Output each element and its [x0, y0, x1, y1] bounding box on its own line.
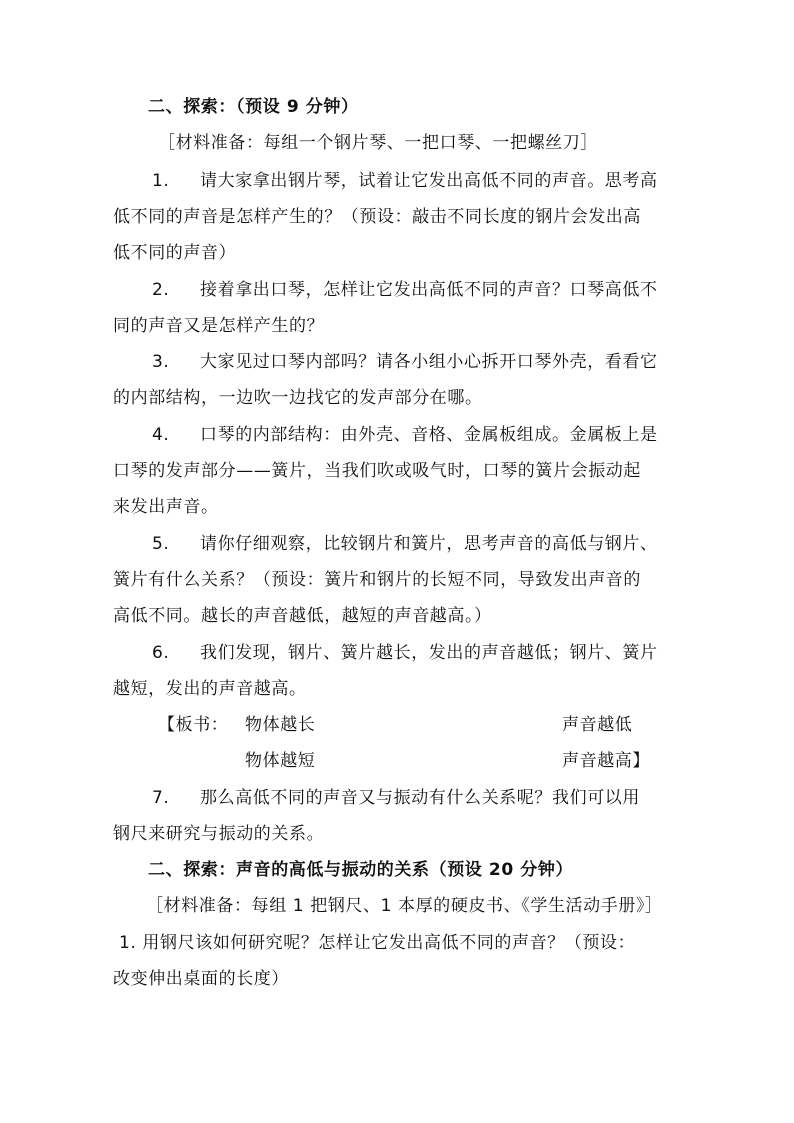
list-item-5-line: 高低不同。越长的声音越低，越短的声音越高。） — [113, 606, 492, 626]
materials-note: ［材料准备：每组一个钢片琴、一把口琴、一把螺丝刀］ — [158, 133, 598, 153]
item-text: 我们发现，钢片、簧片越长，发出的声音越低；钢片、簧片 — [200, 643, 658, 663]
section-heading: 二、探索：声音的高低与振动的关系（预设 20 分钟） — [148, 860, 574, 880]
list-item-1-line — [152, 169, 658, 193]
list-item-line: 改变伸出桌面的长度） — [113, 969, 289, 989]
list-item-line: 1. 用钢尺该如何研究呢？怎样让它发出高低不同的声音？（预设： — [119, 933, 636, 953]
list-item-2-line — [152, 278, 658, 302]
list-item-5-line: 簧片有什么关系？（预设：簧片和钢片的长短不同，导致发出声音的 — [113, 570, 641, 590]
item-number: 4. — [152, 425, 170, 445]
list-item-6-line: 越短，发出的声音越高。 — [113, 679, 307, 699]
board-row1-left: 物体越长 — [245, 715, 316, 735]
materials-note: ［材料准备：每组 1 把钢尺、1 本厚的硬皮书、《学生活动手册》］ — [146, 896, 663, 916]
list-item-7-line — [152, 786, 640, 810]
list-item-1-line: 低不同的声音是怎样产生的？（预设：敲击不同长度的钢片会发出高 — [113, 207, 641, 227]
section-heading: 二、探索：（预设 9 分钟） — [148, 97, 359, 117]
list-item-4-line: 来发出声音。 — [113, 497, 219, 517]
list-item-4-line — [152, 423, 658, 447]
item-number: 5. — [152, 534, 170, 554]
item-text: 请你仔细观察，比较钢片和簧片，思考声音的高低与钢片、 — [200, 534, 658, 554]
list-item-3-line: 的内部结构，一边吹一边找它的发声部分在哪。 — [113, 388, 483, 408]
board-row2-right: 声音越高】 — [562, 751, 650, 771]
item-text: 请大家拿出钢片琴，试着让它发出高低不同的声音。思考高 — [200, 171, 658, 191]
list-item-6-line — [152, 641, 658, 665]
item-number: 1. — [152, 171, 170, 191]
item-text: 那么高低不同的声音又与振动有什么关系呢？我们可以用 — [200, 788, 640, 808]
board-prefix: 【板书： — [158, 715, 229, 735]
item-text: 口琴的内部结构：由外壳、音格、金属板组成。金属板上是 — [200, 425, 658, 445]
list-item-1-line: 低不同的声音） — [113, 243, 237, 263]
list-item-3-line — [152, 350, 658, 374]
item-text: 大家见过口琴内部吗？请各小组小心拆开口琴外壳，看看它 — [200, 352, 658, 372]
list-item-2-line: 同的声音又是怎样产生的？ — [113, 316, 325, 336]
item-number: 3. — [152, 352, 170, 372]
board-row1-right: 声音越低 — [562, 715, 633, 735]
item-text: 接着拿出口琴，怎样让它发出高低不同的声音？口琴高低不 — [200, 280, 658, 300]
item-number: 2. — [152, 280, 170, 300]
list-item-5-line — [152, 532, 658, 556]
item-number: 7. — [152, 788, 170, 808]
board-row2-left: 物体越短 — [245, 751, 316, 771]
list-item-7-line: 钢尺来研究与振动的关系。 — [113, 824, 325, 844]
list-item-4-line: 口琴的发声部分——簧片，当我们吹或吸气时，口琴的簧片会振动起 — [113, 461, 641, 481]
item-number: 6. — [152, 643, 170, 663]
